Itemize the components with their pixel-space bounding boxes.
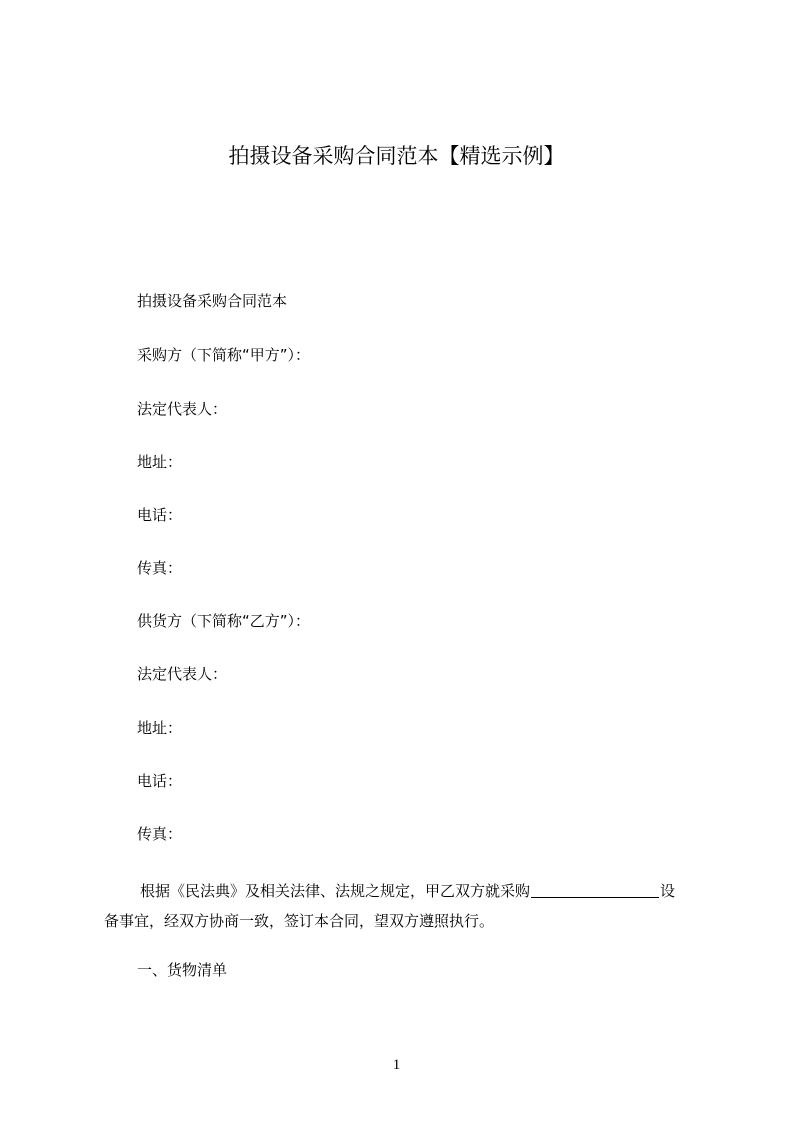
preamble-text-1: 根据《民法典》及相关法律、法规之规定，甲乙双方就采购	[140, 882, 531, 900]
supplier-label: 供货方（下简称“乙方”）：	[137, 612, 311, 630]
page-number: 1	[392, 1057, 401, 1073]
supplier-phone-label: 电话：	[137, 772, 183, 790]
buyer-fax-label: 传真：	[137, 559, 183, 577]
equipment-blank-line	[531, 881, 659, 898]
supplier-fax-label: 传真：	[137, 825, 183, 843]
contract-heading: 拍摄设备采购合同范本	[137, 292, 288, 310]
buyer-address-label: 地址：	[137, 453, 183, 471]
section-heading: 一、货物清单	[137, 961, 228, 979]
preamble-line-1	[104, 876, 710, 906]
buyer-legal-rep-label: 法定代表人：	[137, 400, 228, 418]
document-title: 拍摄设备采购合同范本【精选示例】	[228, 144, 565, 168]
preamble-paragraph	[104, 876, 710, 936]
buyer-label: 采购方（下简称“甲方”）：	[137, 346, 311, 364]
supplier-legal-rep-label: 法定代表人：	[137, 665, 228, 683]
buyer-phone-label: 电话：	[137, 506, 183, 524]
supplier-address-label: 地址：	[137, 719, 183, 737]
preamble-line-2: 备事宜，经双方协商一致，签订本合同，望双方遵照执行。	[104, 912, 495, 930]
preamble-text-2: 设	[660, 882, 676, 900]
